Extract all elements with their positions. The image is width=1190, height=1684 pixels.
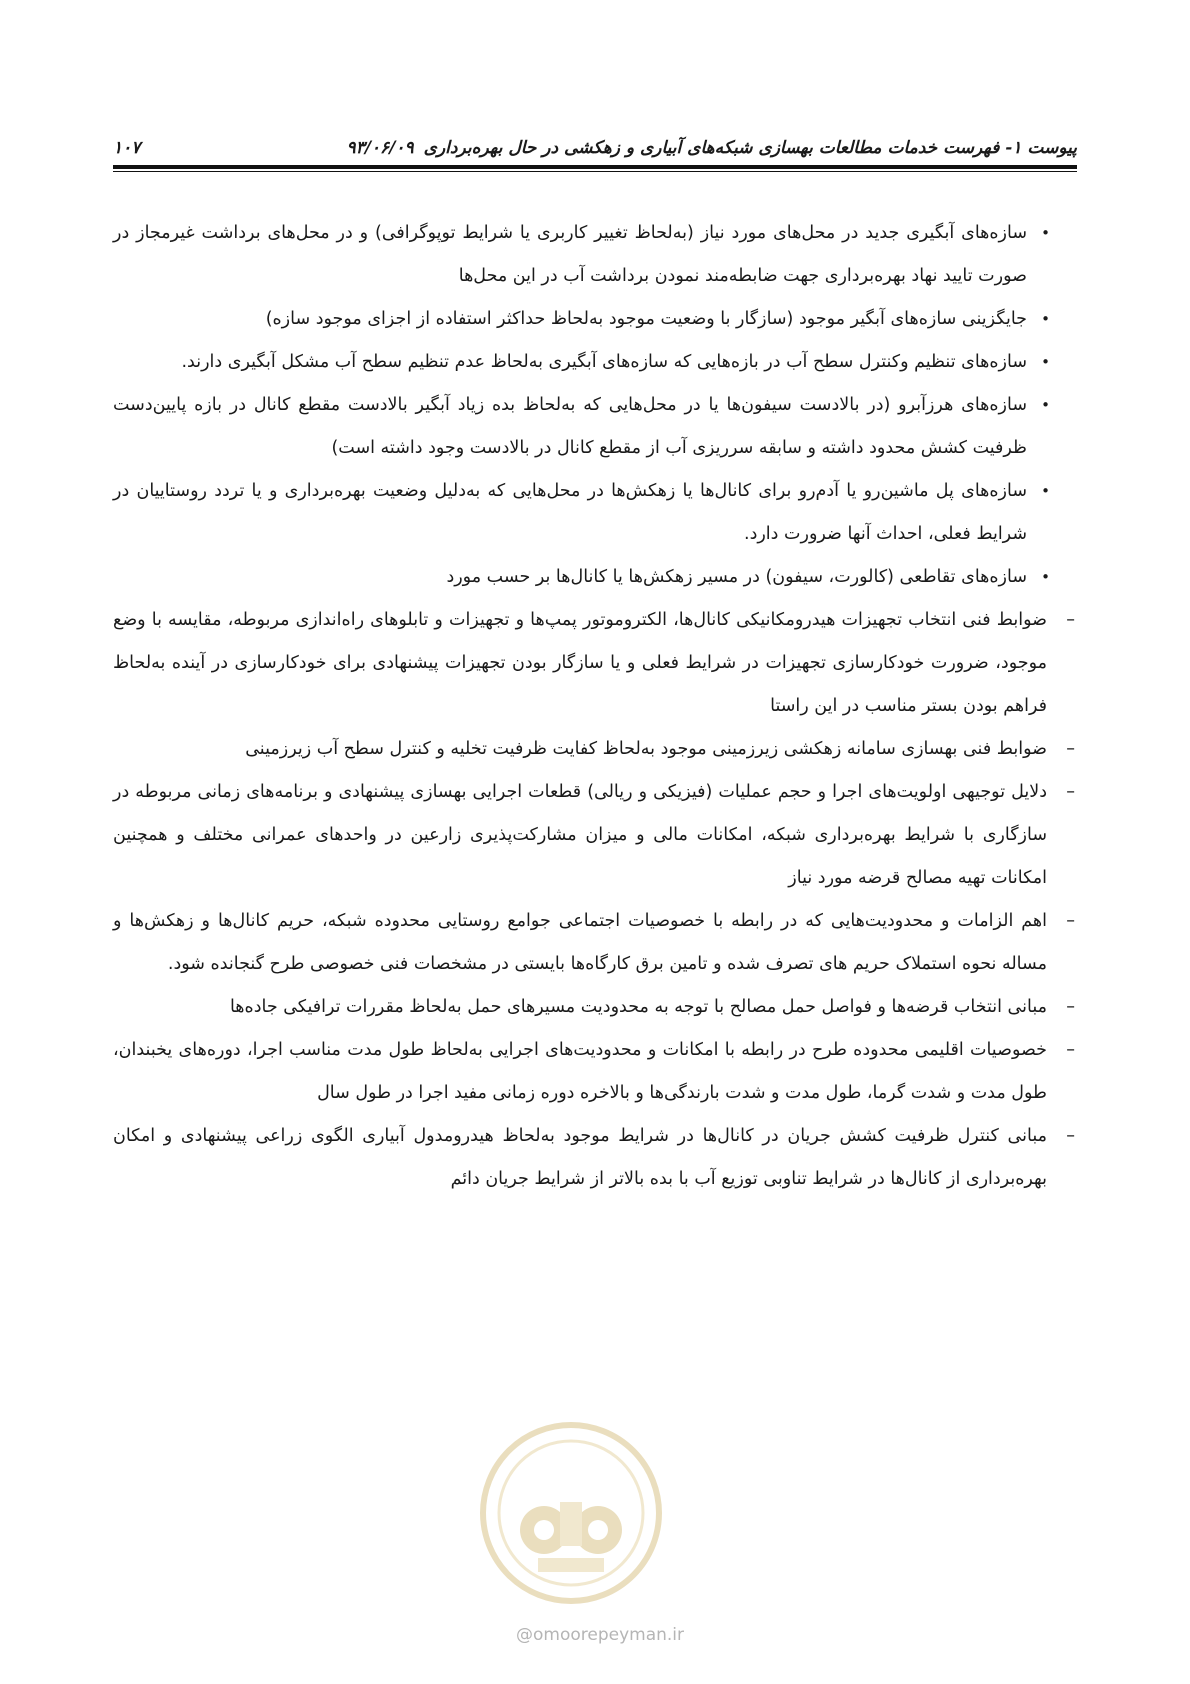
list-item	[113, 986, 1077, 1029]
list-item	[113, 900, 1077, 986]
header-rule-thick	[113, 165, 1077, 169]
list-item-text: ضوابط فنی انتخاب تجهیزات هیدرومکانیکی کانال‌ها، الکتروموتور پمپ‌ها و تجهیزات و تابلوهای راه‌اندازی مربوطه، مقایسه با وضع موجود، ضرورت خودکارسازی تجهیزات در شرایط فعلی و یا سازگار بودن تجهیزات پیشنهادی برای خودکارسازی در آینده به‌لحاظ فراهم بودن بستر مناسب در این راستا	[113, 610, 1047, 716]
list-item	[113, 599, 1077, 728]
list-item	[113, 298, 1077, 341]
list-item-text: جایگزینی سازه‌های آبگیر موجود (سازگار با وضعیت موجود به‌لحاظ حداکثر استفاده از اجزای موجود سازه)	[265, 309, 1027, 329]
bullet-marker: •	[1041, 396, 1050, 414]
dash-marker: –	[1066, 1040, 1075, 1060]
list-item-text: سازه‌های آبگیری جدید در محل‌های مورد نیاز (به‌لحاظ تغییر کاربری یا شرایط توپوگرافی) و در محل‌های برداشت غیرمجاز در صورت تایید نهاد بهره‌برداری جهت ضابطه‌مند نمودن برداشت آب در این محل‌ها	[113, 223, 1027, 286]
list-item	[113, 556, 1077, 599]
list-item	[113, 212, 1077, 298]
watermark-logo-icon	[476, 1418, 666, 1608]
list-item-text: سازه‌های تنظیم وکنترل سطح آب در بازه‌هایی که سازه‌های آبگیری به‌لحاظ عدم تنظیم سطح آب مشکل آبگیری دارند.	[181, 352, 1027, 372]
list-item	[113, 1029, 1077, 1115]
bullet-marker: •	[1041, 224, 1050, 242]
list-item-text: سازه‌های پل ماشین‌رو یا آدم‌رو برای کانال‌ها یا زهکش‌ها در محل‌هایی که به‌دلیل وضعیت بهره‌برداری و یا تردد روستاییان در شرایط فعلی، احداث آنها ضرورت دارد.	[113, 481, 1027, 544]
dash-marker: –	[1066, 610, 1075, 630]
main-content	[113, 212, 1077, 1201]
bullet-marker: •	[1041, 568, 1050, 586]
dash-marker: –	[1066, 1126, 1075, 1146]
page-number: ۱۰۷	[113, 138, 141, 158]
document-title: پیوست ۱- فهرست خدمات مطالعات بهسازی شبکه‌های آبیاری و زهکشی در حال بهره‌برداری	[423, 138, 1077, 158]
list-item-text: خصوصیات اقلیمی محدوده طرح در رابطه با امکانات و محدودیت‌های اجرایی به‌لحاظ طول مدت مناسب اجرا، دوره‌های یخبندان، طول مدت و شدت گرما، طول مدت و شدت بارندگی‌ها و بالاخره دوره زمانی مفید اجرا در طول سال	[113, 1040, 1047, 1103]
list-item-text: مبانی انتخاب قرضه‌ها و فواصل حمل مصالح با توجه به محدودیت مسیرهای حمل به‌لحاظ مقررات ترافیکی جاده‌ها	[229, 997, 1047, 1017]
dash-marker: –	[1066, 997, 1075, 1017]
list-item-text: سازه‌های تقاطعی (کالورت، سیفون) در مسیر زهکش‌ها یا کانال‌ها بر حسب مورد	[446, 567, 1027, 587]
list-item-text: ضوابط فنی بهسازی سامانه زهکشی زیرزمینی موجود به‌لحاظ کفایت ظرفیت تخلیه و کنترل سطح آب زیرزمینی	[245, 739, 1047, 759]
header-rule-thin	[113, 171, 1077, 172]
dash-marker: –	[1066, 911, 1075, 931]
watermark-url: @omoorepeyman.ir	[515, 1625, 685, 1645]
dash-marker: –	[1066, 739, 1075, 759]
list-item-text: اهم الزامات و محدودیت‌هایی که در رابطه با خصوصیات اجتماعی جوامع روستایی محدوده شبکه، حریم کانال‌ها و زهکش‌ها و مساله نحوه استملاک حریم های تصرف شده و تامین برق کارگاه‌ها بایستی در مشخصات فنی خصوصی طرح گنجانده شود.	[113, 911, 1047, 974]
list-item	[113, 771, 1077, 900]
list-item	[113, 728, 1077, 771]
list-item-text: دلایل توجیهی اولویت‌های اجرا و حجم عملیات (فیزیکی و ریالی) قطعات اجرایی بهسازی پیشنهادی و برنامه‌های زمانی مربوطه در سازگاری با شرایط بهره‌برداری شبکه، امکانات مالی و میزان مشارکت‌پذیری زارعین در واحدهای عمرانی مختلف و همچنین امکانات تهیه مصالح قرضه مورد نیاز	[113, 782, 1047, 888]
bullet-marker: •	[1041, 482, 1050, 500]
bullet-marker: •	[1041, 310, 1050, 328]
dash-marker: –	[1066, 782, 1075, 802]
document-date: ۹۳/۰۶/۰۹	[346, 138, 414, 158]
page-header	[113, 128, 1077, 168]
list-item	[113, 384, 1077, 470]
bullet-marker: •	[1041, 353, 1050, 371]
list-item	[113, 1115, 1077, 1201]
list-item-text: سازه‌های هرزآبرو (در بالادست سیفون‌ها یا در محل‌هایی که به‌لحاظ بده زیاد آبگیر بالادست مقطع کانال در بازه پایین‌دست ظرفیت کشش محدود داشته و سابقه سرریزی آب از مقطع کانال در بالادست وجود داشته است)	[113, 395, 1027, 458]
header-title	[346, 138, 1077, 158]
list-item	[113, 470, 1077, 556]
list-item	[113, 341, 1077, 384]
list-item-text: مبانی کنترل ظرفیت کشش جریان در کانال‌ها در شرایط موجود به‌لحاظ هیدرومدول آبیاری الگوی زراعی پیشنهادی و امکان بهره‌برداری از کانال‌ها در شرایط تناوبی توزیع آب با بده بالاتر از شرایط جریان دائم	[113, 1126, 1047, 1189]
